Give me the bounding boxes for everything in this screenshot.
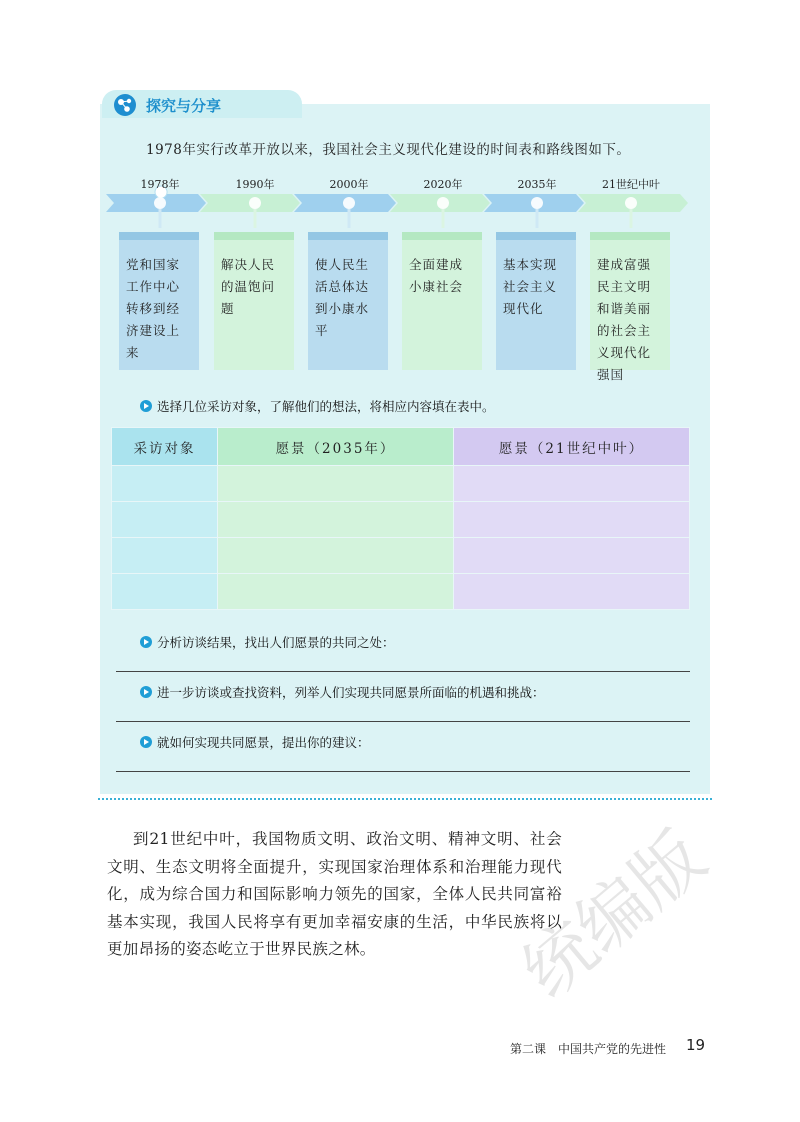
instruction-text: 选择几位采访对象，了解他们的想法，将相应内容填在表中。 (157, 399, 495, 414)
instruction-item (140, 397, 495, 415)
table-cell[interactable] (218, 502, 454, 538)
table-row (112, 502, 690, 538)
table-row (112, 574, 690, 610)
instruction-text: 分析访谈结果，找出人们愿景的共同之处： (157, 635, 395, 650)
timeline-year: 1978年 (140, 178, 180, 191)
interview-table (111, 427, 690, 610)
timeline-year: 2020年 (423, 178, 463, 191)
table-header: 愿景（2035年） (218, 428, 454, 466)
timeline-arrow (0, 0, 800, 240)
intro-text: 1978年实行改革开放以来，我国社会主义现代化建设的时间表和路线图如下。 (146, 142, 631, 158)
table-cell[interactable] (454, 502, 690, 538)
table-row (112, 466, 690, 502)
answer-line[interactable] (116, 671, 690, 672)
play-arrow-icon (140, 400, 152, 412)
play-arrow-icon (140, 686, 152, 698)
section-title: 探究与分享 (146, 97, 222, 115)
answer-line[interactable] (116, 721, 690, 722)
table-cell[interactable] (454, 574, 690, 610)
table-cell[interactable] (218, 538, 454, 574)
table-header: 采访对象 (112, 428, 218, 466)
table-cell[interactable] (218, 466, 454, 502)
table-cell[interactable] (112, 502, 218, 538)
body-paragraph: 到21世纪中叶，我国物质文明、政治文明、精神文明、社会文明、生态文明将全面提升，实现国家治理体系和治理能力现代化，成为综合国力和国际影响力领先的国家，全体人民共同富裕基本实现，我国人民将享有更加幸福安康的生活，中华民族将以更加昂扬的姿态屹立于世界民族之林。 (107, 830, 562, 958)
page-number: 19 (686, 1036, 706, 1054)
instruction-item (140, 733, 370, 751)
table-cell[interactable] (112, 466, 218, 502)
footer-chapter: 第二课 中国共产党的先进性 (510, 1042, 667, 1056)
instruction-item (140, 633, 395, 651)
instruction-item (140, 683, 545, 701)
instruction-text: 就如何实现共同愿景，提出你的建议： (157, 735, 370, 750)
timeline-card: 全面建成小康社会 (402, 232, 482, 370)
play-arrow-icon (140, 636, 152, 648)
timeline-card: 党和国家工作中心转移到经济建设上来 (119, 232, 199, 370)
timeline-year: 1990年 (235, 178, 275, 191)
timeline-card: 建成富强民主文明和谐美丽的社会主义现代化强国 (590, 232, 670, 370)
instruction-text: 进一步访谈或查找资料，列举人们实现共同愿景所面临的机遇和挑战： (157, 685, 545, 700)
table-cell[interactable] (112, 574, 218, 610)
timeline-year: 2035年 (517, 178, 557, 191)
answer-line[interactable] (116, 771, 690, 772)
table-cell[interactable] (112, 538, 218, 574)
play-arrow-icon (140, 736, 152, 748)
watermark-text: 统编版 (507, 815, 721, 1014)
table-row (112, 538, 690, 574)
table-cell[interactable] (454, 466, 690, 502)
timeline-card: 解决人民的温饱问题 (214, 232, 294, 370)
timeline-year: 2000年 (329, 178, 369, 191)
timeline-card: 基本实现社会主义现代化 (496, 232, 576, 370)
timeline-year: 21世纪中叶 (602, 178, 660, 191)
table-cell[interactable] (454, 538, 690, 574)
timeline-card: 使人民生活总体达到小康水平 (308, 232, 388, 370)
table-header: 愿景（21世纪中叶） (454, 428, 690, 466)
table-cell[interactable] (218, 574, 454, 610)
